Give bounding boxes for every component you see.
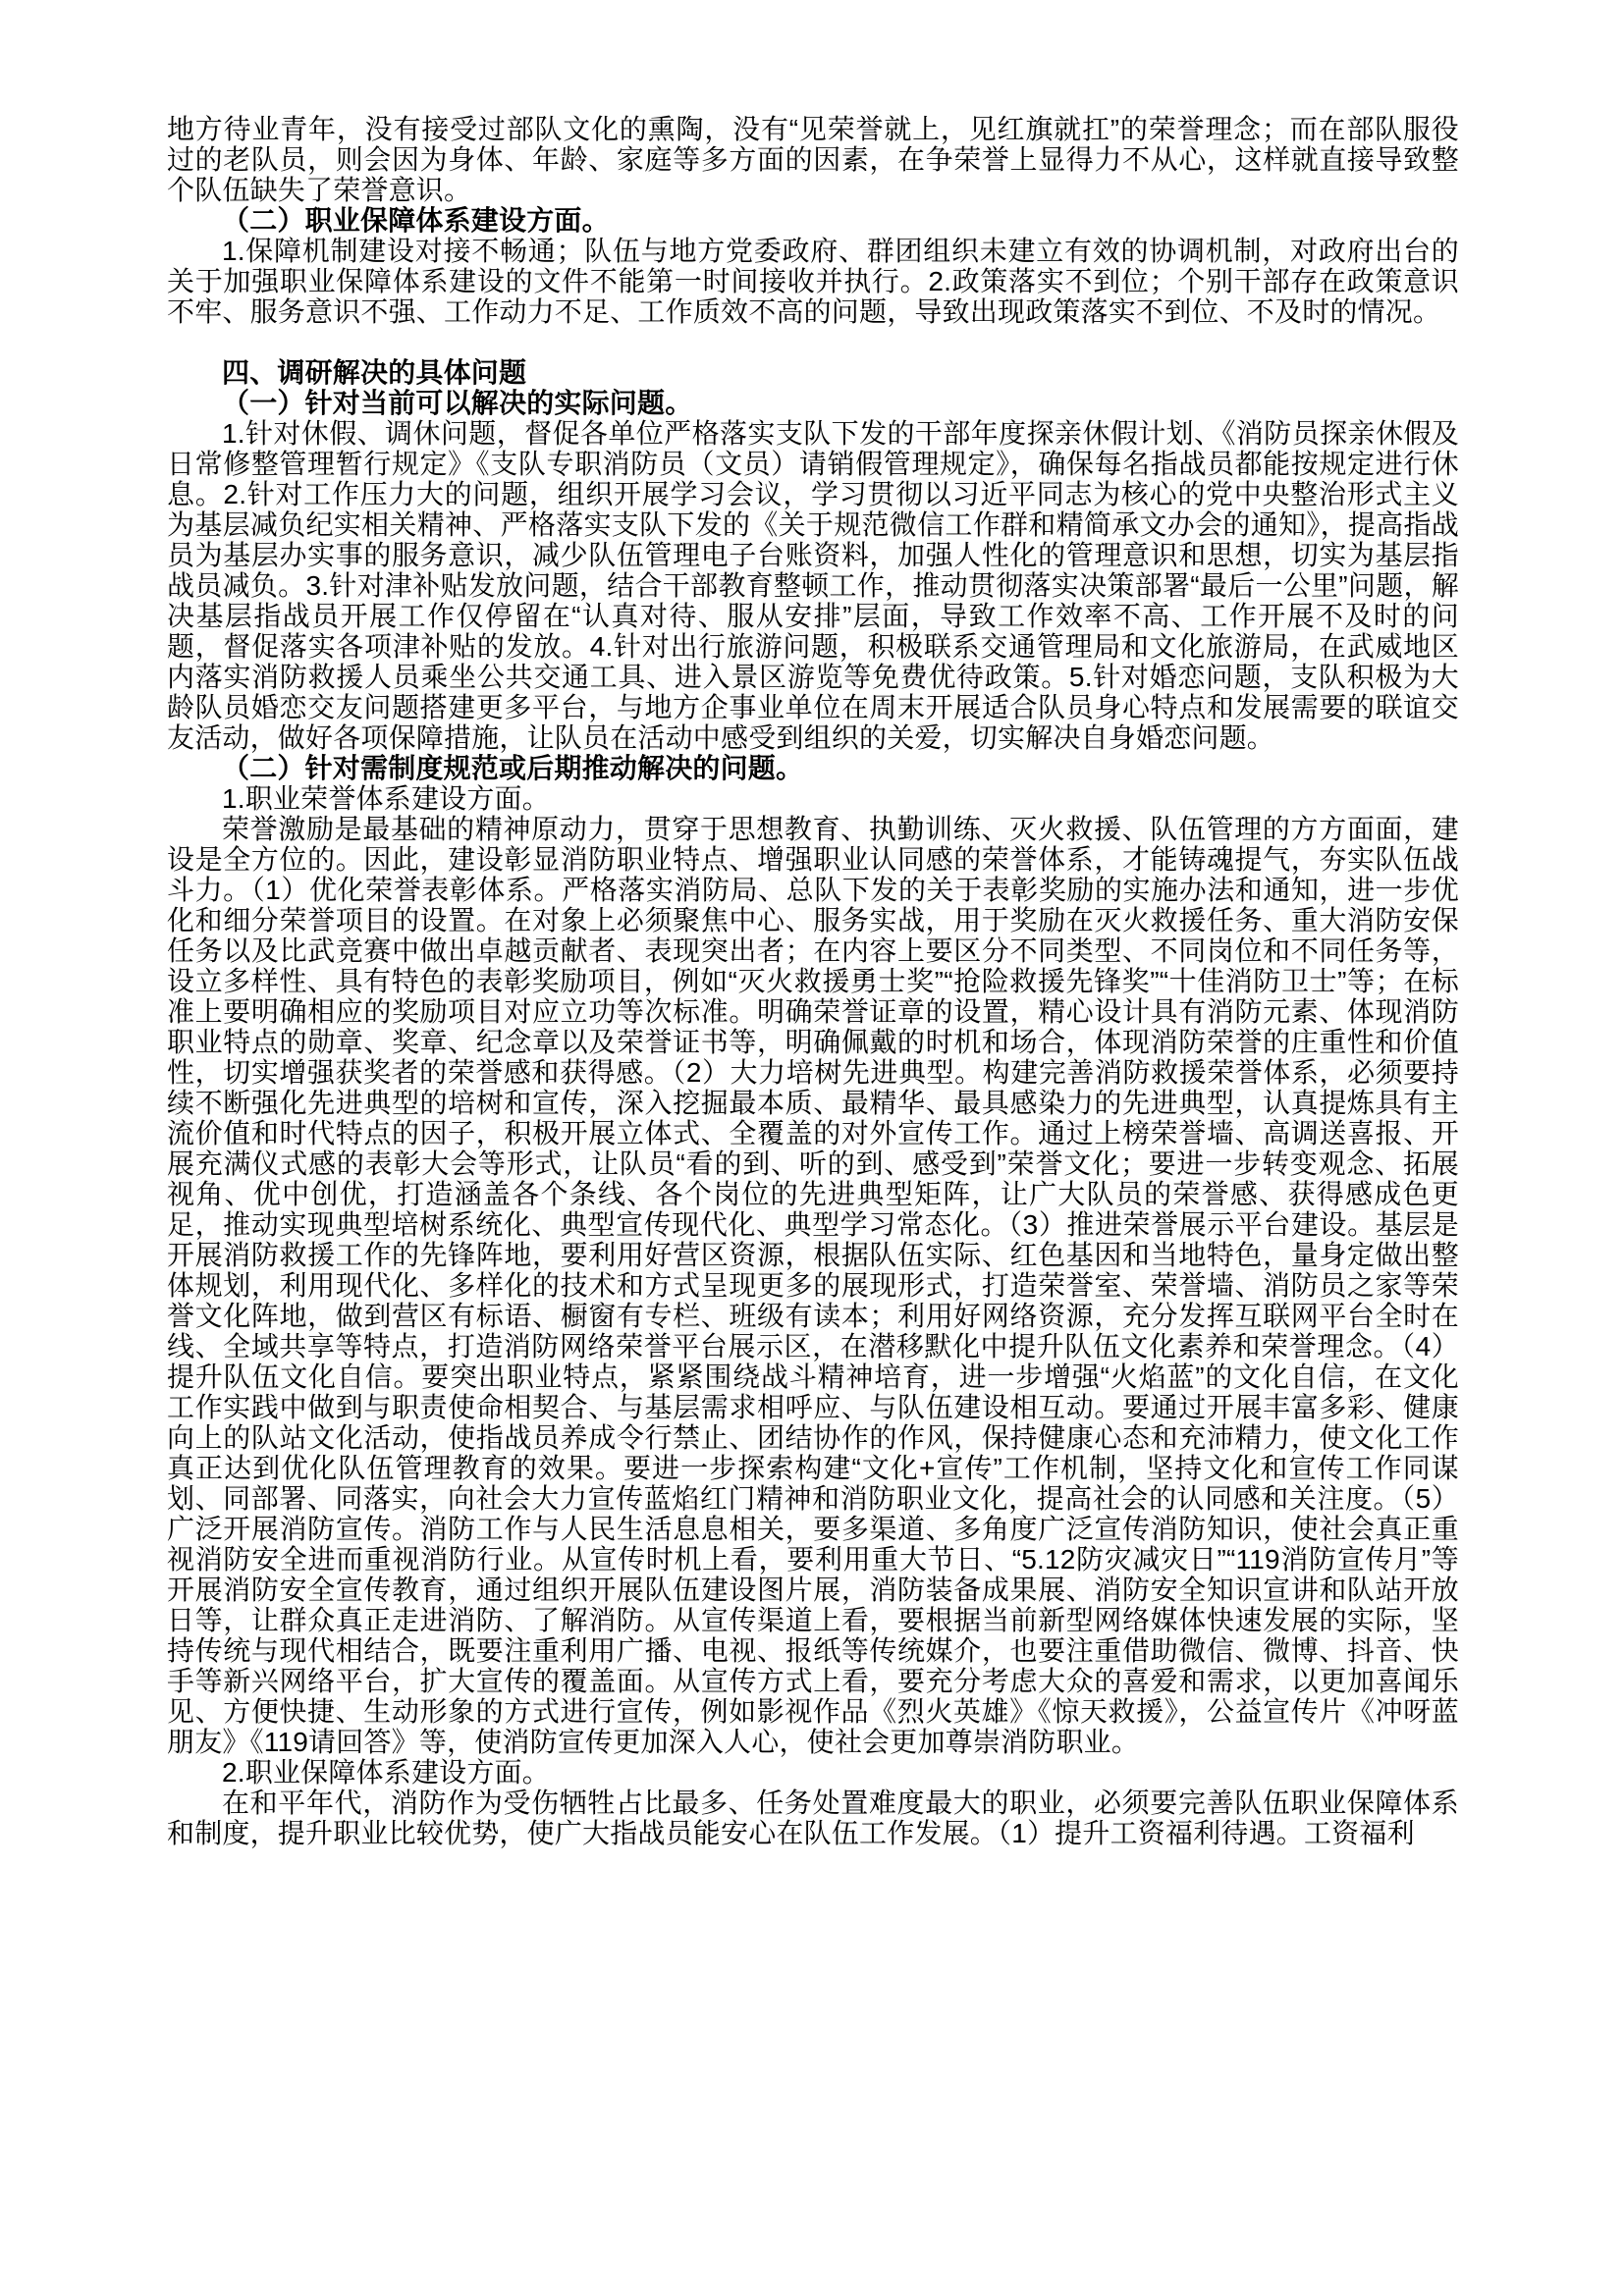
heading-section-four: 四、调研解决的具体问题 [222,357,527,388]
para-security-system-label: 2.职业保障体系建设方面。 [222,1757,550,1788]
para-security-system-detail: 在和平年代，消防作为受伤牺牲占比最多、任务处置难度最大的职业，必须要完善队伍职业保障体系和制度，提升职业比较优势，使广大指战员能安心在队伍工作发展。（1）提升工资福利待遇。工资福利 [167,1788,1459,1848]
heading-section-four-part-one: （一）针对当前可以解决的实际问题。 [222,388,693,418]
heading-section-four-part-two: （二）针对需制度规范或后期推动解决的问题。 [222,753,804,783]
para-honor-system-label: 1.职业荣誉体系建设方面。 [222,783,550,814]
para-honor-system-detail: 荣誉激励是最基础的精神原动力，贯穿于思想教育、执勤训练、灭火救援、队伍管理的方方面面，建设是全方位的。因此，建设彰显消防职业特点、增强职业认同感的荣誉体系，才能铸魂提气，夯实队伍战斗力。（1）优化荣誉表彰体系。严格落实消防局、总队下发的关于表彰奖励的实施办法和通知，进一步优化和细分荣誉项目的设置。在对象上必须聚焦中心、服务实战，用于奖励在灭火救援任务、重大消防安保任务以及比武竞赛中做出卓越贡献者、表现突出者；在内容上要区分不同类型、不同岗位和不同任务等，设立多样性、具有特色的表彰奖励项目，例如“灭火救援勇士奖”“抢险救援先锋奖”“十佳消防卫士”等；在标准上要明确相应的奖励项目对应立功等次标准。明确荣誉证章的设置，精心设计具有消防元素、体现消防职业特点的勋章、奖章、纪念章以及荣誉证书等，明确佩戴的时机和场合，体现消防荣誉的庄重性和价值性，切实增强获奖者的荣誉感和获得感。（2）大力培树先进典型。构建完善消防救援荣誉体系，必须要持续不断强化先进典型的培树和宣传，深入挖掘最本质、最精华、最具感染力的先进典型，认真提炼具有主流价值和时代特点的因子，积极开展立体式、全覆盖的对外宣传工作。通过上榜荣誉墙、高调送喜报、开展充满仪式感的表彰大会等形式，让队员“看的到、听的到、感受到”荣誉文化；要进一步转变观念、拓展视角、优中创优，打造涵盖各个条线、各个岗位的先进典型矩阵，让广大队员的荣誉感、获得感成色更足，推动实现典型培树系统化、典型宣传现代化、典型学习常态化。（3）推进荣誉展示平台建设。基层是开展消防救援工作的先锋阵地，要利用好营区资源，根据队伍实际、红色基因和当地特色，量身定做出整体规划，利用现代化、多样化的技术和方式呈现更多的展现形式，打造荣誉室、荣誉墙、消防员之家等荣誉文化阵地，做到营区有标语、橱窗有专栏、班级有读本；利用好网络资源，充分发挥互联网平台全时在线、全域共享等特点，打造消防网络荣誉平台展示区，在潜移默化中提升队伍文化素养和荣誉理念。（4）提升队伍文化自信。要突出职业特点，紧紧围绕战斗精神培育，进一步增强“火焰蓝”的文化自信，在文化工作实践中做到与职责使命相契合、与基层需求相呼应、与队伍建设相互动。要通过开展丰富多彩、健康向上的队站文化活动，使指战员养成令行禁止、团结协作的作风，保持健康心态和充沛精力，使文化工作真正达到优化队伍管理教育的效果。要进一步探索构建“文化+宣传”工作机制，坚持文化和宣传工作同谋划、同部署、同落实，向社会大力宣传蓝焰红门精神和消防职业文化，提高社会的认同感和关注度。（5）广泛开展消防宣传。消防工作与人民生活息息相关，要多渠道、多角度广泛宣传消防知识，使社会真正重视消防安全进而重视消防行业。从宣传时机上看，要利用重大节日、“5.12防灾减灾日”“119消防宣传月”等开展消防安全宣传教育，通过组织开展队伍建设图片展，消防装备成果展、消防安全知识宣讲和队站开放日等，让群众真正走进消防、了解消防。从宣传渠道上看，要根据当前新型网络媒体快速发展的实际，坚持传统与现代相结合，既要注重利用广播、电视、报纸等传统媒介，也要注重借助微信、微博、抖音、快手等新兴网络平台，扩大宣传的覆盖面。从宣传方式上看，要充分考虑大众的喜爱和需求，以更加喜闻乐见、方便快捷、生动形象的方式进行宣传，例如影视作品《烈火英雄》《惊天救援》，公益宣传片《冲呀蓝朋友》《119请回答》等，使消防宣传更加深入人心，使社会更加尊崇消防职业。 [167,814,1459,1757]
document-content [167,114,1459,1848]
blank-line [167,327,1459,357]
para-honor-awareness-continuation: 地方待业青年，没有接受过部队文化的熏陶，没有“见荣誉就上，见红旗就扛”的荣誉理念；而在部队服役过的老队员，则会因为身体、年龄、家庭等多方面的因素，在争荣誉上显得力不从心，这样就直接导致整个队伍缺失了荣誉意识。 [167,114,1459,205]
para-occupational-security-issues: 1.保障机制建设对接不畅通；队伍与地方党委政府、群团组织未建立有效的协调机制，对政府出台的关于加强职业保障体系建设的文件不能第一时间接收并执行。2.政策落实不到位；个别干部存在政策意识不牢、服务意识不强、工作动力不足、工作质效不高的问题，导致出现政策落实不到位、不及时的情况。 [167,236,1459,327]
heading-occupational-security-aspect: （二）职业保障体系建设方面。 [222,205,610,236]
para-immediate-solutions: 1.针对休假、调休问题，督促各单位严格落实支队下发的干部年度探亲休假计划、《消防员探亲休假及日常修整管理暂行规定》《支队专职消防员（文员）请销假管理规定》，确保每名指战员都能按规定进行休息。2.针对工作压力大的问题，组织开展学习会议，学习贯彻以习近平同志为核心的党中央整治形式主义为基层减负纪实相关精神、严格落实支队下发的《关于规范微信工作群和精简承文办会的通知》，提高指战员为基层办实事的服务意识，减少队伍管理电子台账资料，加强人性化的管理意识和思想，切实为基层指战员减负。3.针对津补贴发放问题，结合干部教育整顿工作，推动贯彻落实决策部署“最后一公里”问题，解决基层指战员开展工作仅停留在“认真对待、服从安排”层面，导致工作效率不高、工作开展不及时的问题，督促落实各项津补贴的发放。4.针对出行旅游问题，积极联系交通管理局和文化旅游局，在武威地区内落实消防救援人员乘坐公共交通工具、进入景区游览等免费优待政策。5.针对婚恋问题，支队积极为大龄队员婚恋交友问题搭建更多平台，与地方企事业单位在周末开展适合队员身心特点和发展需要的联谊交友活动，做好各项保障措施，让队员在活动中感受到组织的关爱，切实解决自身婚恋问题。 [167,418,1459,753]
